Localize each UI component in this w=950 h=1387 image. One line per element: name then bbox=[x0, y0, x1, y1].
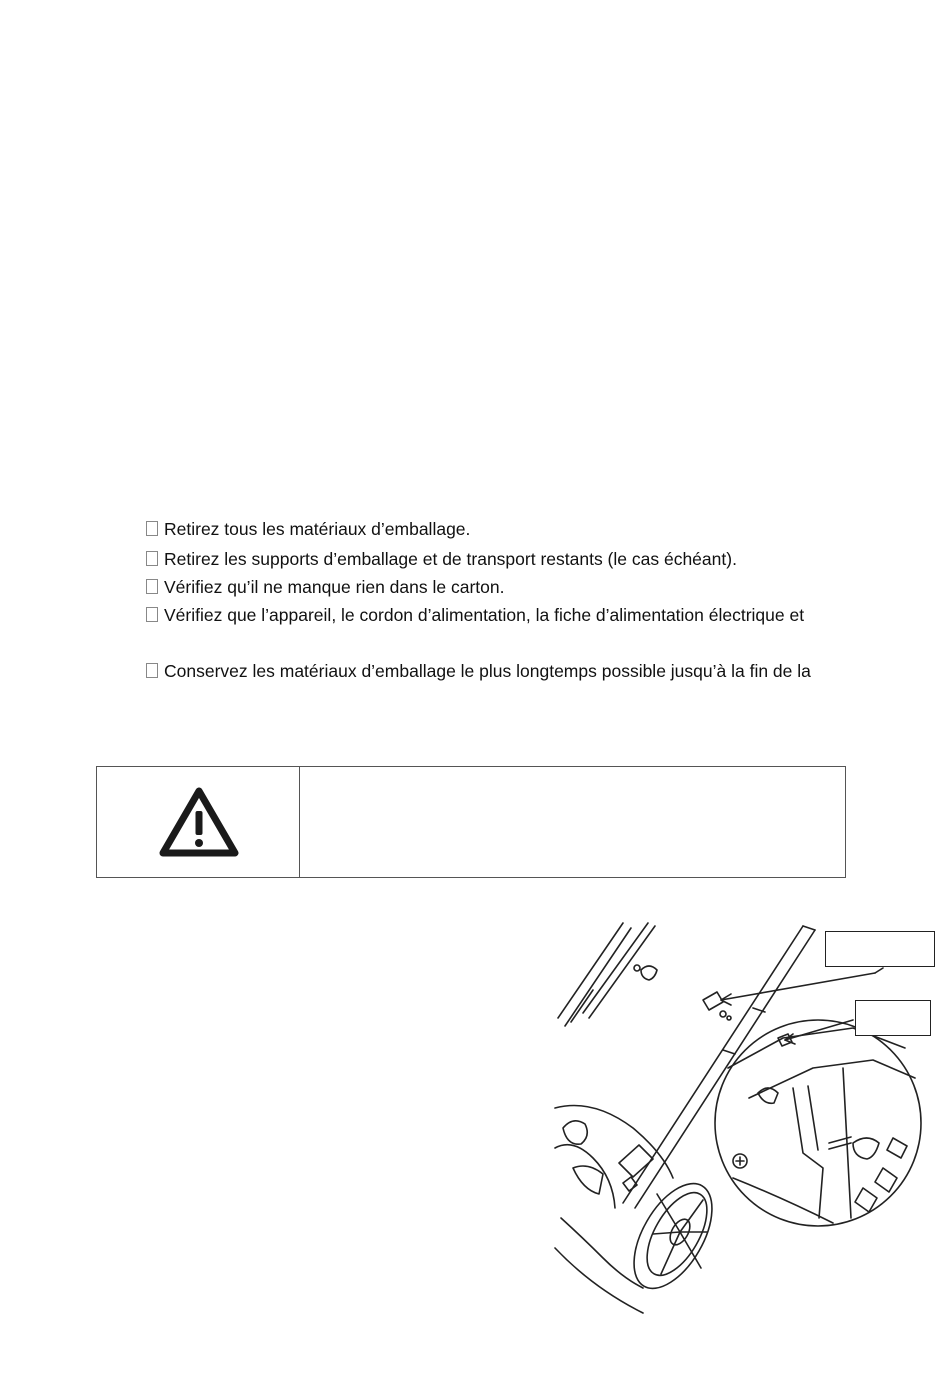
instruction-item bbox=[146, 518, 470, 540]
instruction-item bbox=[146, 576, 504, 598]
missing-glyph-box-icon bbox=[146, 521, 158, 536]
callout-label-box bbox=[825, 931, 935, 967]
instruction-text: Retirez les supports d’emballage et de transport restants (le cas échéant). bbox=[164, 549, 737, 569]
missing-glyph-box-icon bbox=[146, 607, 158, 622]
callout-label-box bbox=[855, 1000, 931, 1036]
missing-glyph-box-icon bbox=[146, 579, 158, 594]
missing-glyph-box-icon bbox=[146, 551, 158, 566]
warning-icon-cell bbox=[97, 767, 300, 877]
instruction-item bbox=[146, 604, 804, 626]
warning-triangle-icon bbox=[159, 787, 239, 857]
lawn-mower-illustration bbox=[553, 918, 943, 1323]
warning-text bbox=[300, 767, 845, 877]
instruction-item bbox=[146, 660, 811, 682]
instruction-text: Retirez tous les matériaux d’emballage. bbox=[164, 519, 471, 539]
instruction-item bbox=[146, 548, 737, 570]
handle-assembly-figure bbox=[553, 918, 943, 1323]
warning-box bbox=[96, 766, 846, 878]
instruction-text: Vérifiez qu’il ne manque rien dans le carton. bbox=[164, 577, 505, 597]
instruction-text: Vérifiez que l’appareil, le cordon d’alimentation, la fiche d’alimentation électrique et bbox=[164, 605, 805, 625]
instruction-text: Conservez les matériaux d’emballage le plus longtemps possible jusqu’à la fin de la bbox=[164, 661, 811, 681]
missing-glyph-box-icon bbox=[146, 663, 158, 678]
